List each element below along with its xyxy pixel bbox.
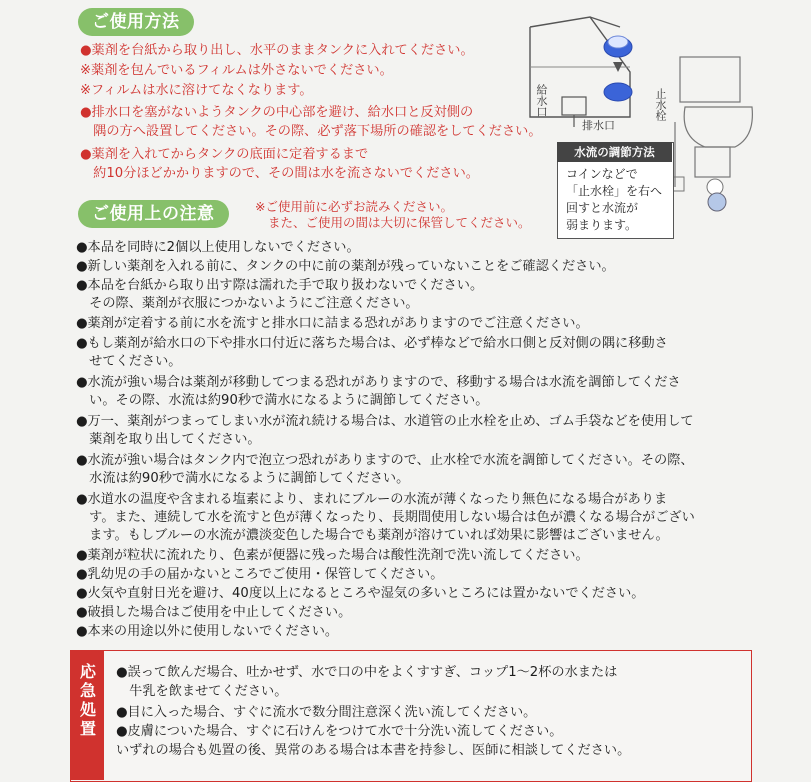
emergency-line: ●誤って飲んだ場合、吐かせず、水で口の中をよくすすぎ、コップ1〜2杯の水または [116,665,618,680]
inlet-label: 給水口 [535,84,548,117]
caution-note: ※ご使用前に必ずお読みください。 [255,199,453,214]
usage-line: ●排水口を塞がないようタンクの中心部を避け、給水口と反対側の [80,105,474,120]
caution-line: ●乳幼児の手の届かないところでご使用・保管してください。 [76,567,444,582]
usage-line: 約10分ほどかかりますので、その間は水を流さないでください。 [80,166,479,181]
adjust-line: 弱まります。 [566,218,638,232]
usage-line: 隅の方へ設置してください。その際、必ず落下場所の確認をしてください。 [80,124,542,139]
caution-line: 水流は約90秒で満水になるように調節してください。 [76,471,410,486]
caution-heading: ご使用上の注意 [78,200,229,228]
usage-line: ※フィルムは水に溶けてなくなります。 [80,83,313,98]
adjust-line: 回すと水流が [566,201,639,215]
caution-line: す。また、連続して水を流すと色が薄くなったり、長期間使用しない場合は色が濃くなる場合がござい [76,510,695,525]
caution-line: ●薬剤が定着する前に水を流すと排水口に詰まる恐れがありますのでご注意ください。 [76,316,589,331]
caution-line: ●新しい薬剤を入れる前に、タンクの中に前の薬剤が残っていないことをご確認ください。 [76,259,615,274]
caution-line: ●もし薬剤が給水口の下や排水口付近に落ちた場合は、必ず棒などで給水口側と反対側の隅に移動さ [76,336,668,351]
caution-line: 薬剤を取り出してください。 [76,432,261,447]
caution-line: い。その際、水流は約90秒で満水になるように調節してください。 [76,393,489,408]
caution-line: ます。もしブルーの水流が濃淡変色した場合でも薬剤が溶けていれば効果に影響はございません。 [76,528,669,543]
usage-line: ※薬剤を包んでいるフィルムは外さないでください。 [80,63,393,78]
drain-label: 排水口 [582,119,615,132]
caution-line: ●水道水の温度や含まれる塩素により、まれにブルーの水流が薄くなったり無色になる場合がありま [76,492,668,507]
caution-line: ●本品を同時に2個以上使用しないでください。 [76,240,360,255]
emergency-line: 牛乳を飲ませてください。 [116,684,288,699]
adjust-line: コインなどで [566,167,638,181]
caution-note: また、ご使用の間は大切に保管してください。 [268,215,531,230]
caution-line: ●万一、薬剤がつまってしまい水が流れ続ける場合は、水道管の止水栓を止め、ゴム手袋などを使用して [76,414,694,429]
adjust-line: 「止水栓」を右へ [566,184,663,198]
stop-valve-label: 止水栓 [654,88,667,121]
emergency-line: いずれの場合も処置の後、異常のある場合は本書を持参し、医師に相談してください。 [116,743,631,758]
caution-line: ●薬剤が粒状に流れたり、色素が便器に残った場合は酸性洗剤で洗い流してください。 [76,548,589,563]
usage-heading: ご使用方法 [78,8,194,36]
caution-line: ●本品を台紙から取り出す際は濡れた手で取り扱わないでください。 [76,278,484,293]
caution-line: ●水流が強い場合はタンク内で泡立つ恐れがありますので、止水栓で水流を調節してください。その際、 [76,453,694,468]
emergency-line: ●目に入った場合、すぐに流水で数分間注意深く洗い流してください。 [116,705,537,720]
caution-line: せてください。 [76,354,182,369]
caution-line: ●破損した場合はご使用を中止してください。 [76,605,352,620]
adjust-title: 水流の調節方法 [557,142,672,162]
caution-line: その際、薬剤が衣服につかないようにご注意ください。 [76,296,419,311]
caution-line: ●水流が強い場合は薬剤が移動してつまる恐れがありますので、移動する場合は水流を調節してくださ [76,375,681,390]
emergency-label: 応急処置 [79,662,96,738]
usage-line: ●薬剤を入れてからタンクの底面に定着するまで [80,147,369,162]
caution-line: ●本来の用途以外に使用しないでください。 [76,624,339,639]
caution-line: ●火気や直射日光を避け、40度以上になるところや湿気の多いところには置かないでください。 [76,586,645,601]
emergency-line: ●皮膚についた場合、すぐに石けんをつけて水で十分洗い流してください。 [116,724,563,739]
usage-line: ●薬剤を台紙から取り出し、水平のままタンクに入れてください。 [80,43,474,58]
